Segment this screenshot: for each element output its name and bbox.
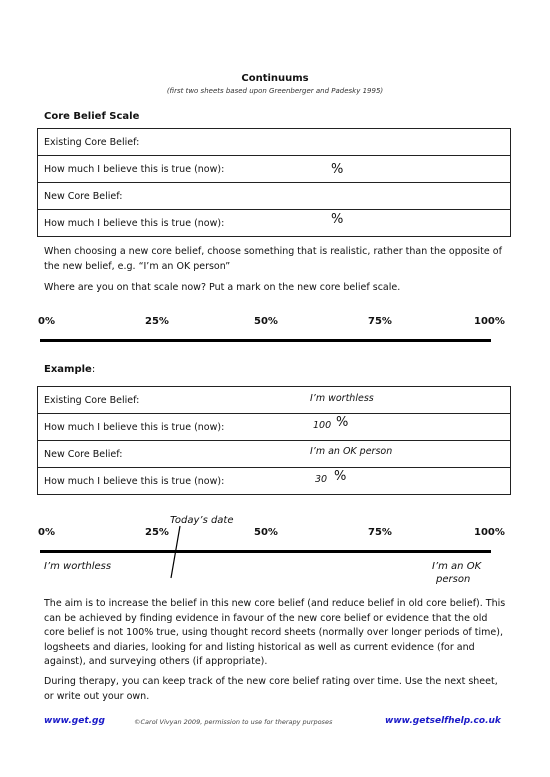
table-row — [38, 387, 511, 414]
todays-date-marker-label: Today’s date — [170, 515, 234, 526]
core-belief-table — [37, 128, 511, 237]
example-new-percent-sign: % — [334, 469, 347, 484]
example-new-belief-value: I’m an OK person — [310, 446, 393, 457]
belief-rating-label: How much I believe this is true (now): — [38, 210, 511, 237]
belief-rating-label: How much I believe this is true (now): — [38, 468, 511, 495]
new-core-belief-scale-line[interactable] — [40, 339, 491, 342]
page-title: Continuums — [241, 73, 309, 84]
existing-core-belief-label: Existing Core Belief: — [38, 387, 511, 414]
example-scale-line — [40, 550, 491, 553]
example-table — [37, 386, 511, 495]
new-core-belief-label: New Core Belief: — [38, 441, 511, 468]
instruction-text: Where are you on that scale now? Put a mark on the new core belief scale. — [44, 282, 401, 293]
example-existing-percent-sign: % — [336, 415, 349, 430]
tracking-paragraph: During therapy, you can keep track of the new core belief rating over time. Use the next sheet, or write out your own. — [44, 676, 498, 702]
scale-tick-100: 100% — [474, 527, 505, 538]
example-existing-rating-value: 100 — [313, 420, 332, 431]
scale-left-end-label: I’m worthless — [44, 561, 112, 572]
new-core-belief-label: New Core Belief: — [38, 183, 511, 210]
core-belief-scale-heading: Core Belief Scale — [44, 111, 140, 122]
existing-belief-percent-sign: % — [331, 162, 344, 177]
scale-tick-50: 50% — [254, 316, 278, 327]
example-heading — [44, 364, 95, 375]
scale-right-end-label-line2: person — [436, 574, 471, 585]
example-heading-text: Example — [44, 364, 92, 375]
belief-rating-label: How much I believe this is true (now): — [38, 156, 511, 183]
table-row — [38, 441, 511, 468]
instruction-text: When choosing a new core belief, choose something that is realistic, rather than the opposite of the new belief, e.g. “I’m an OK person” — [44, 246, 502, 272]
todays-date-marker — [160, 524, 190, 580]
new-belief-percent-sign: % — [331, 212, 344, 227]
table-row — [38, 414, 511, 441]
table-row — [38, 129, 511, 156]
scale-tick-50: 50% — [254, 527, 278, 538]
footer-link-getselfhelp[interactable]: www.getselfhelp.co.uk — [385, 716, 501, 726]
footer-copyright: ©Carol Vivyan 2009, permission to use for therapy purposes — [134, 718, 333, 726]
scale-tick-100: 100% — [474, 316, 505, 327]
scale-tick-0: 0% — [38, 316, 55, 327]
scale-tick-25: 25% — [145, 316, 169, 327]
scale-tick-25: 25% — [145, 527, 169, 538]
scale-right-end-label-line1: I’m an OK — [432, 561, 482, 572]
example-heading-colon: : — [91, 364, 96, 375]
table-row — [38, 156, 511, 183]
table-row — [38, 183, 511, 210]
table-row — [38, 210, 511, 237]
table-row — [38, 468, 511, 495]
belief-rating-label: How much I believe this is true (now): — [38, 414, 511, 441]
existing-core-belief-label: Existing Core Belief: — [38, 129, 511, 156]
scale-tick-0: 0% — [38, 527, 55, 538]
example-existing-belief-value: I’m worthless — [310, 393, 374, 404]
aim-paragraph: The aim is to increase the belief in this new core belief (and reduce belief in old core belief). This can be achieved by finding evidence in favour of the new core belief or evidence that the old core belief is not 100% true, using thought record sheets (normally over longer periods of time), logsheets and diaries, looking for and listing historical as well as current evidence (for and against), and surveying others (if appropriate). — [44, 598, 506, 667]
scale-tick-75: 75% — [368, 527, 392, 538]
page-subtitle: (first two sheets based upon Greenberger and Padesky 1995) — [166, 87, 384, 95]
scale-tick-75: 75% — [368, 316, 392, 327]
example-new-rating-value: 30 — [315, 474, 328, 485]
footer-link-getgg[interactable]: www.get.gg — [44, 716, 105, 726]
